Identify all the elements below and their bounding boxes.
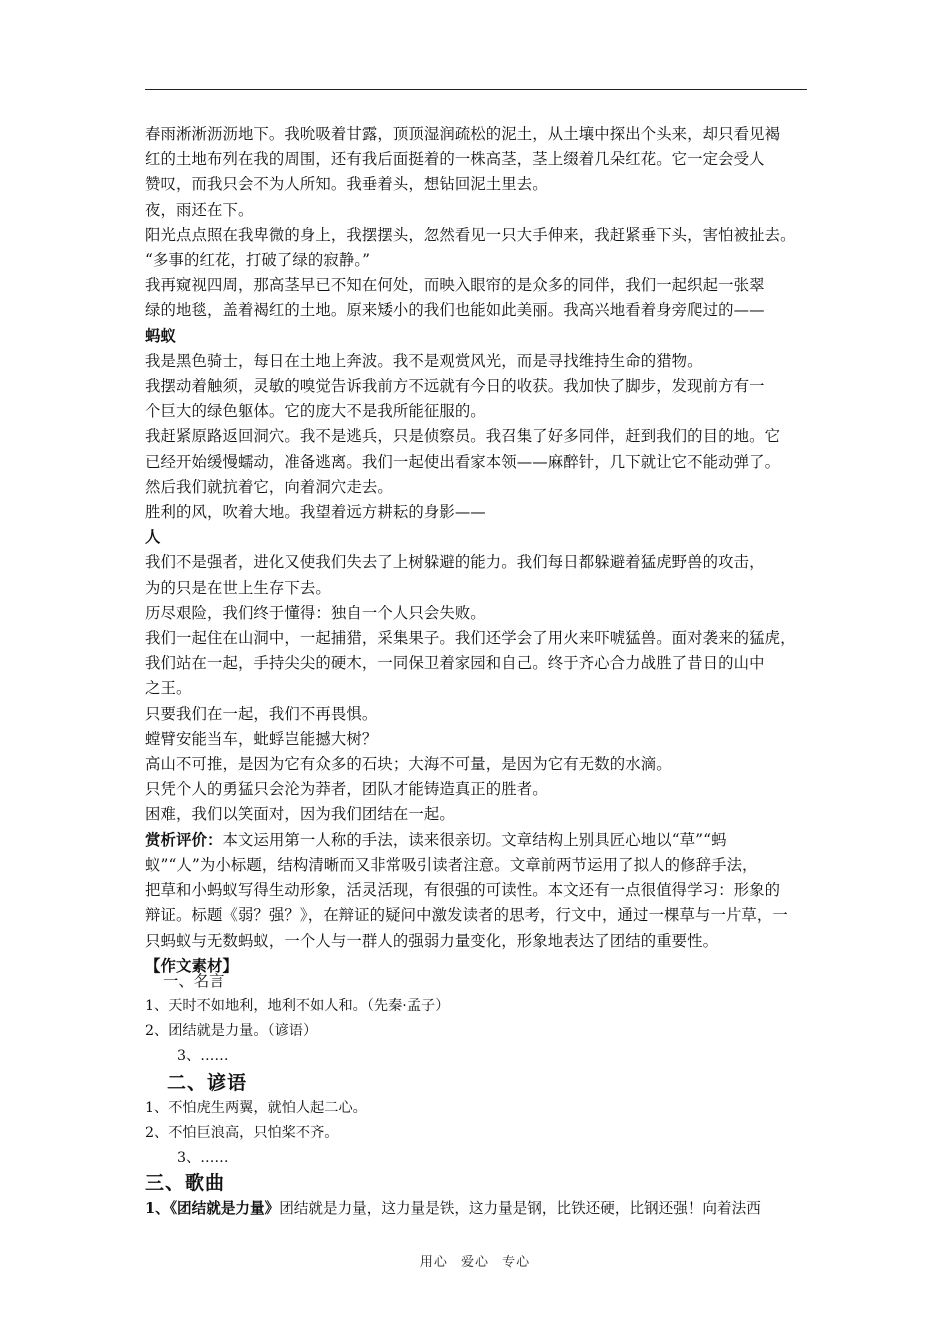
body-line: 胜利的风，吹着大地。我望着远方耕耘的身影—— bbox=[145, 503, 486, 522]
body-line: 我们一起住在山洞中，一起捕猎，采集果子。我们还学会了用火来吓唬猛兽。面对袭来的猛虎， bbox=[145, 629, 796, 648]
article-body bbox=[145, 122, 807, 979]
body-line: 困难，我们以笑面对，因为我们团结在一起。 bbox=[145, 805, 455, 824]
song-number: 1、 bbox=[145, 1200, 170, 1217]
section-title: 二、谚语 bbox=[167, 1072, 248, 1094]
list-item: 1、不怕虎生两翼，就怕人起二心。 bbox=[145, 1100, 367, 1116]
body-line: 春雨淅淅沥沥地下。我吮吸着甘露，顶顶湿润疏松的泥土，从土壤中探出个头来，却只看见褐 bbox=[145, 125, 781, 143]
body-line: 我们站在一起，手持尖尖的硬木，一同保卫着家园和自己。终于齐心合力战胜了昔日的山中 bbox=[145, 654, 765, 673]
section-quotes bbox=[145, 969, 807, 1069]
review-line: 蚁”“人”为小标题，结构清晰而又非常吸引读者注意。文章前两节运用了拟人的修辞手法， bbox=[145, 855, 758, 874]
body-line: 红的土地布列在我的周围，还有我后面挺着的一株高茎，茎上缀着几朵红花。它一定会受人 bbox=[145, 150, 765, 169]
body-line: 为的只是在世上生存下去。 bbox=[145, 578, 331, 597]
body-line: 我们不是强者，进化又使我们失去了上树躲避的能力。我们每日都躲避着猛虎野兽的攻击， bbox=[145, 553, 765, 572]
material-heading: 【作文素材】 bbox=[145, 956, 238, 975]
body-line: 阳光点点照在我卑微的身上，我摆摆头，忽然看见一只大手伸来，我赶紧垂下头，害怕被扯去。 bbox=[145, 225, 796, 244]
body-line: 绿的地毯，盖着褐红的土地。原来矮小的我们也能如此美丽。我高兴地看着身旁爬过的—— bbox=[145, 301, 765, 320]
section-title: 三、歌曲 bbox=[145, 1172, 226, 1194]
body-line: 个巨大的绿色躯体。它的庞大不是我所能征服的。 bbox=[145, 402, 486, 421]
review-line: 把草和小蚂蚁写得生动形象，活灵活现，有很强的可读性。本文还有一点很值得学习：形象的 bbox=[145, 881, 781, 900]
song-lyrics: 团结就是力量，这力量是铁，这力量是钢，比铁还硬，比钢还强！向着法西 bbox=[279, 1200, 761, 1217]
review-text: 本文运用第一人称的手法，读来很亲切。文章结构上别具匠心地以“草”“蚂 bbox=[222, 830, 727, 849]
body-line: 高山不可推，是因为它有众多的石块；大海不可量，是因为它有无数的水滴。 bbox=[145, 755, 672, 774]
subheading-ant: 蚂蚁 bbox=[145, 326, 176, 345]
header-rule bbox=[145, 89, 807, 90]
review-line: 只蚂蚁与无数蚂蚁，一个人与一群人的强弱力量变化，形象地表达了团结的重要性。 bbox=[145, 931, 719, 950]
body-line: 赞叹，而我只会不为人所知。我垂着头，想钻回泥土里去。 bbox=[145, 175, 548, 194]
song-title: 《团结就是力量》 bbox=[169, 1200, 280, 1217]
body-line: 螳臂安能当车，蚍蜉岂能撼大树？ bbox=[145, 729, 378, 748]
review-line: 辩证。标题《弱？强？》，在辩证的疑问中激发读者的思考，行文中，通过一棵草与一片草，一 bbox=[145, 906, 788, 925]
list-item: 2、团结就是力量。（谚语） bbox=[145, 1023, 318, 1039]
list-item: 2、不怕巨浪高，只怕桨不齐。 bbox=[145, 1125, 339, 1141]
body-line: 我是黑色骑士，每日在土地上奔波。我不是观赏风光，而是寻找维持生命的猎物。 bbox=[145, 351, 703, 370]
subheading-human: 人 bbox=[145, 528, 161, 547]
body-line: 然后我们就抗着它，向着洞穴走去。 bbox=[145, 477, 393, 496]
review-line bbox=[145, 828, 807, 853]
list-item: 1、天时不如地利，地利不如人和。（先秦·孟子） bbox=[145, 998, 450, 1014]
song-line bbox=[145, 1196, 807, 1221]
review-label: 赏析评价： bbox=[145, 830, 223, 849]
body-line: 之王。 bbox=[145, 679, 192, 698]
page-footer: 用心 爱心 专心 bbox=[419, 1255, 531, 1270]
body-line: 我赶紧原路返回洞穴。我不是逃兵，只是侦察员。我召集了好多同伴，赶到我们的目的地。它 bbox=[145, 427, 781, 446]
body-line: 夜，雨还在下。 bbox=[145, 200, 254, 219]
section-proverbs bbox=[145, 1070, 807, 1171]
body-line: 我再窥视四周，那高茎早已不知在何处，而映入眼帘的是众多的同伴，我们一起织起一张翠 bbox=[145, 276, 765, 295]
body-line: 已经开始缓慢蠕动，准备逃离。我们一起使出看家本领——麻醉针，几下就让它不能动弹了。 bbox=[145, 452, 781, 471]
body-line: 只凭个人的勇猛只会沦为莽者，团队才能铸造真正的胜者。 bbox=[145, 780, 548, 799]
body-line: “多事的红花，打破了绿的寂静。” bbox=[145, 251, 371, 270]
section-songs bbox=[145, 1170, 807, 1221]
list-item: 3、…… bbox=[177, 1048, 229, 1064]
section-title: 一、名言 bbox=[163, 972, 225, 990]
body-line: 历尽艰险，我们终于懂得：独自一个人只会失败。 bbox=[145, 603, 486, 622]
list-item: 3、…… bbox=[177, 1150, 229, 1166]
body-line: 我摆动着触须，灵敏的嗅觉告诉我前方不远就有今日的收获。我加快了脚步，发现前方有一 bbox=[145, 377, 765, 396]
body-line: 只要我们在一起，我们不再畏惧。 bbox=[145, 704, 378, 723]
